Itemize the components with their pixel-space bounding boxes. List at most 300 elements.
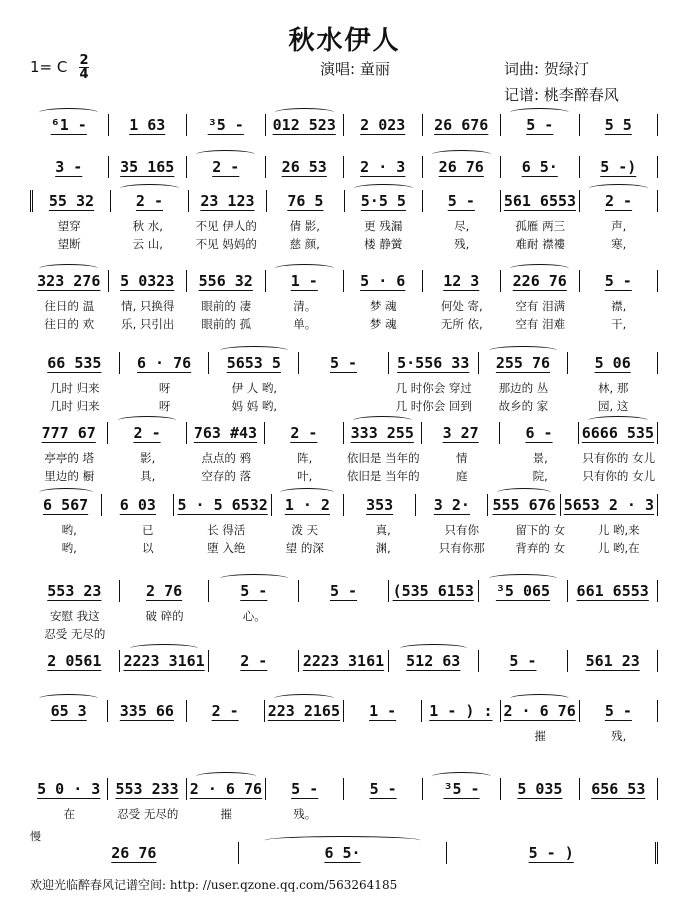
lyric-segment: 眼前的 凄	[201, 299, 252, 313]
lyric-segment: 声,	[611, 219, 627, 233]
slur-mark	[354, 184, 412, 193]
measure-notes: 5 -	[329, 582, 358, 600]
measure	[388, 352, 478, 374]
lyric-segment: 秋 水,	[132, 219, 163, 233]
measure	[415, 494, 487, 516]
measure	[421, 422, 499, 444]
measure-notes: 26 676	[434, 116, 489, 134]
measure	[30, 494, 101, 516]
lyric-segment: 叶,	[297, 469, 313, 483]
measure	[119, 650, 209, 672]
slur-mark	[264, 836, 422, 845]
measure	[388, 580, 478, 602]
measure	[265, 778, 343, 800]
lyric-segment	[299, 380, 389, 396]
measure	[343, 494, 415, 516]
measure	[108, 156, 187, 178]
notation-row	[30, 840, 658, 866]
notation-row	[30, 492, 658, 518]
measure	[186, 778, 265, 800]
measure	[579, 700, 658, 722]
measure-notes: 1 - ) :	[429, 702, 493, 720]
measure-notes: 5·5 5	[360, 192, 406, 210]
measure-notes: 2 -	[135, 192, 163, 210]
measure	[560, 494, 658, 516]
lyric-segment	[580, 806, 659, 822]
lyric-segment: 园, 这	[598, 399, 629, 413]
measure	[108, 270, 187, 292]
lyric-segment: 哟,	[61, 541, 77, 555]
measure-notes: 226 76	[512, 272, 567, 290]
lyric-segment: 空存的 落	[201, 469, 252, 483]
lyric-line	[30, 626, 658, 642]
lyric-segment: 尽,	[454, 219, 470, 233]
notation-row	[30, 112, 658, 138]
measure	[30, 114, 108, 136]
meter-top: 2	[79, 53, 89, 68]
measure	[30, 270, 108, 292]
measure	[579, 156, 659, 178]
measure	[343, 156, 422, 178]
lyric-segment: 依旧是 当年的	[346, 451, 420, 465]
measure	[188, 190, 266, 212]
measure-notes: 661 6553	[576, 582, 649, 600]
composer-credit: 词曲: 贺绿汀	[504, 60, 589, 78]
lyric-segment	[209, 626, 299, 642]
lyric-segment: 哟,	[61, 523, 77, 537]
measure-notes: 5653 2 · 3	[563, 496, 655, 514]
lyric-segment: 难耐 襟褸	[515, 237, 566, 251]
measure	[422, 778, 500, 800]
slur-mark	[275, 108, 334, 117]
slur-mark	[39, 264, 98, 273]
lyric-segment: 残,	[611, 729, 627, 743]
song-title: 秋水伊人	[288, 26, 401, 56]
lyric-segment: 只有你那	[438, 541, 485, 555]
measure	[107, 700, 185, 722]
measure-notes: 763 #43	[193, 424, 258, 442]
lyric-line	[30, 218, 658, 234]
slur-mark	[432, 150, 491, 159]
lyric-line	[30, 608, 658, 624]
lyric-segment: 背弃的 女	[515, 541, 566, 555]
lyric-segment: 呀	[158, 399, 171, 413]
slur-mark	[510, 694, 569, 703]
slur-mark	[39, 108, 98, 117]
measure	[478, 352, 568, 374]
measure-notes: 1 -	[290, 272, 318, 290]
slur-mark	[510, 108, 569, 117]
measure-notes: 5 -	[604, 702, 632, 720]
lyric-segment: 慈 颜,	[289, 237, 320, 251]
measure-notes: 5 035	[517, 780, 563, 798]
measure-notes: 5 5	[604, 116, 632, 134]
measure-notes: 5 -	[329, 354, 358, 372]
lyric-segment: 不见 妈妈的	[195, 237, 257, 251]
measure-notes: 55 32	[48, 192, 95, 210]
measure-notes: 2 · 3	[360, 158, 406, 176]
measure-notes: 2 -	[605, 192, 633, 210]
lyric-segment: 空有 泪难	[515, 317, 566, 331]
lyric-segment: 呀	[158, 381, 171, 395]
lyric-segment	[299, 626, 389, 642]
measure	[186, 422, 264, 444]
lyric-segment: 几 时你会 回到	[395, 399, 472, 413]
measure-notes: 5 -	[604, 272, 632, 290]
notation-row	[30, 420, 658, 446]
measure-notes: 5 0323	[120, 272, 175, 290]
measure	[579, 778, 658, 800]
measure-notes: 656 53	[591, 780, 646, 798]
measure	[500, 778, 578, 800]
slur-mark	[39, 694, 98, 703]
slur-mark	[196, 150, 255, 159]
measure-notes: 5 -	[240, 582, 268, 600]
measure	[579, 190, 658, 212]
measure	[30, 190, 110, 212]
measure-notes: 561 23	[585, 652, 640, 670]
lyric-segment	[479, 626, 569, 642]
slur-mark	[432, 772, 491, 781]
measure	[186, 700, 264, 722]
measure-notes: 23 123	[200, 192, 255, 210]
measure-notes: 2 · 6 76	[503, 702, 576, 720]
measure	[579, 270, 659, 292]
lyric-segment	[501, 806, 580, 822]
lyric-segment: 以	[142, 541, 154, 555]
measure-notes: 6 5·	[324, 844, 361, 862]
lyric-segment: 几 时你会 穿过	[395, 381, 472, 395]
measure	[30, 580, 119, 602]
lyric-line	[30, 728, 658, 744]
measure	[500, 114, 579, 136]
lyric-segment: 阵,	[297, 451, 313, 465]
measure	[173, 494, 270, 516]
notation-row	[30, 350, 658, 376]
lyric-segment: 长 得活	[207, 523, 246, 537]
lyric-line	[30, 468, 658, 484]
lyric-segment	[568, 608, 658, 624]
measure-notes: 333 255	[350, 424, 414, 442]
measure-notes: 2 · 6 76	[189, 780, 263, 798]
lyric-segment: 只有你的 女儿	[582, 451, 656, 465]
measure	[186, 156, 265, 178]
measure-notes: 5 -	[369, 780, 397, 798]
slur-mark	[588, 416, 647, 425]
slur-mark	[280, 488, 334, 497]
measure-notes: 5 · 5 6532	[177, 496, 268, 514]
lyric-segment: 忍受 无尽的	[44, 627, 106, 641]
lyric-segment: 残。	[293, 807, 317, 821]
measure-notes: 512 63	[406, 652, 461, 670]
measure-notes: 5 -	[509, 652, 537, 670]
measure	[422, 114, 501, 136]
lyric-segment: 摧	[220, 807, 232, 821]
lyric-segment	[299, 398, 389, 414]
measure-notes: 553 233	[115, 780, 179, 798]
lyric-segment: 更 残漏	[364, 219, 403, 233]
measure-notes: ³5 065	[495, 582, 551, 600]
measure	[208, 352, 298, 374]
notation-row	[30, 154, 658, 180]
slur-mark	[120, 184, 178, 193]
measure	[30, 778, 107, 800]
measure-notes: 6 03	[119, 496, 156, 514]
measure	[298, 352, 388, 374]
measure	[388, 650, 478, 672]
measure	[108, 114, 187, 136]
measure	[422, 156, 501, 178]
lyric-segment: 寒,	[611, 237, 627, 251]
lyric-segment: 泼 天	[291, 523, 319, 537]
slur-mark	[274, 694, 333, 703]
measure	[30, 842, 238, 864]
measure-notes: 26 76	[111, 844, 157, 862]
measure-notes: 556 32	[198, 272, 253, 290]
lyric-segment: 堕 入绝	[207, 541, 246, 555]
measure-notes: 5 -	[526, 116, 554, 134]
lyric-segment	[423, 806, 502, 822]
lyric-segment	[120, 626, 210, 642]
lyric-segment	[109, 728, 188, 744]
measure	[478, 580, 568, 602]
measure	[567, 650, 658, 672]
lyric-line	[30, 298, 658, 314]
measure	[264, 700, 343, 722]
lyric-segment: 梦 魂	[369, 317, 397, 331]
lyric-segment	[344, 728, 423, 744]
lyric-segment: 点点的 鸦	[201, 451, 252, 465]
slur-mark	[118, 416, 177, 425]
measure	[107, 778, 185, 800]
measure-notes: 2223 3161	[302, 652, 385, 670]
lyric-segment: 影,	[140, 451, 156, 465]
measure	[107, 422, 185, 444]
lyric-segment: 倩 影,	[289, 219, 320, 233]
measure	[500, 190, 579, 212]
measure-notes: 1 · 2	[284, 496, 330, 514]
meter-bottom: 4	[79, 67, 89, 82]
notation-row	[30, 188, 658, 214]
measure	[343, 700, 421, 722]
lyric-segment	[568, 626, 658, 642]
measure	[265, 156, 344, 178]
measure-notes: 5 -)	[600, 158, 637, 176]
measure	[30, 422, 107, 444]
lyric-segment	[30, 728, 109, 744]
lyric-segment: 具,	[140, 469, 156, 483]
measure-notes: 6666 535	[581, 424, 654, 442]
measure-notes: 5653 5	[226, 354, 281, 372]
slur-mark	[489, 346, 556, 355]
lyric-segment	[389, 608, 479, 624]
lyric-segment: 残,	[454, 237, 470, 251]
measure	[298, 580, 388, 602]
lyric-segment: 心。	[242, 609, 266, 623]
tempo-mark: 慢	[30, 830, 41, 843]
lyric-segment: 情, 只换得	[121, 299, 175, 313]
measure-notes: 5 -	[291, 780, 319, 798]
measure-notes: 5 0 · 3	[37, 780, 101, 798]
lyric-line	[30, 450, 658, 466]
lyric-segment: 梦 魂	[369, 299, 397, 313]
lyric-segment: 清。	[293, 299, 317, 313]
lyric-segment	[479, 608, 569, 624]
measure	[487, 494, 559, 516]
measure	[30, 650, 119, 672]
measure	[101, 494, 173, 516]
lyric-segment: 在	[63, 807, 75, 821]
slur-mark	[39, 488, 93, 497]
measure	[271, 494, 343, 516]
measure	[186, 270, 265, 292]
lyric-line	[30, 806, 658, 822]
lyric-segment: 单。	[293, 317, 317, 331]
measure-notes: 2 -	[133, 424, 161, 442]
slur-mark	[275, 264, 334, 273]
measure-notes: 2 76	[146, 582, 183, 600]
measure-notes: 5 · 6	[360, 272, 406, 290]
measure	[499, 422, 577, 444]
lyric-segment: 乐, 只引出	[121, 317, 175, 331]
lyric-line	[30, 522, 658, 538]
measure	[567, 580, 658, 602]
measure-notes: 5 06	[594, 354, 631, 372]
lyric-segment: 亭亭的 塔	[44, 451, 95, 465]
lyric-segment	[389, 626, 479, 642]
measure	[344, 190, 422, 212]
measure-notes: 777 67	[41, 424, 96, 442]
slur-mark	[220, 574, 287, 583]
lyric-segment: 庭	[456, 469, 468, 483]
measure	[264, 422, 342, 444]
measure-notes: 353	[366, 496, 394, 514]
lyric-segment: 故乡的 家	[498, 399, 549, 413]
lyric-segment: 云 山,	[132, 237, 163, 251]
measure	[265, 114, 344, 136]
lyric-line	[30, 316, 658, 332]
measure-notes: 2 -	[240, 652, 268, 670]
lyric-segment: 何处 寄,	[440, 299, 483, 313]
measure-notes: 1 63	[129, 116, 166, 134]
lyric-segment: 妈 妈 哟,	[231, 399, 278, 413]
measure-notes: 2 -	[211, 702, 239, 720]
slur-mark	[589, 184, 647, 193]
measure	[208, 580, 298, 602]
lyric-segment: 不见 伊人的	[195, 219, 257, 233]
measure	[343, 114, 422, 136]
lyric-segment: 景,	[532, 451, 548, 465]
measure-notes: ⁶1 -	[50, 116, 87, 134]
lyric-segment: 空有 泪满	[515, 299, 566, 313]
measure-notes: 012 523	[272, 116, 336, 134]
footer-link: 欢迎光临醉春风记谱空间: http: //user.qzone.qq.com/563264185	[30, 878, 398, 892]
measure-notes: 6 · 76	[136, 354, 192, 372]
measure-notes: 3 2·	[433, 496, 470, 514]
measure	[478, 650, 568, 672]
measure	[119, 580, 209, 602]
lyric-segment: 无所 依,	[440, 317, 483, 331]
measure	[343, 778, 421, 800]
lyric-segment: 林, 那	[598, 381, 629, 395]
measure-notes: 5 - )	[528, 844, 574, 862]
measure	[343, 422, 421, 444]
measure	[30, 156, 108, 178]
lyric-segment: 摧	[534, 729, 546, 743]
lyric-segment: 只有你	[444, 523, 479, 537]
measure-notes: 3 27	[442, 424, 479, 442]
measure-notes: 6 -	[525, 424, 553, 442]
measure	[30, 352, 119, 374]
measure-notes: 76 5	[287, 192, 324, 210]
measure-notes: 12 3	[443, 272, 480, 290]
measure-notes: 323 276	[37, 272, 101, 290]
measure	[422, 190, 500, 212]
measure	[30, 700, 107, 722]
lyric-segment: 只有你的 女儿	[582, 469, 656, 483]
lyric-segment: 情	[456, 451, 468, 465]
lyric-segment: 襟,	[611, 299, 627, 313]
lyric-segment: 真,	[375, 523, 391, 537]
lyric-segment: 几时 归来	[50, 399, 100, 413]
slur-mark	[510, 264, 569, 273]
measure-notes: 255 76	[495, 354, 551, 372]
lyric-segment: 望穿	[57, 219, 81, 233]
measure-notes: 26 76	[438, 158, 484, 176]
measure	[110, 190, 188, 212]
lyric-segment: 那边的 丛	[498, 381, 549, 395]
measure	[186, 114, 265, 136]
lyric-segment	[344, 806, 423, 822]
lyric-segment: 干,	[611, 317, 627, 331]
lyric-segment	[423, 728, 502, 744]
lyric-segment: 已	[142, 523, 154, 537]
measure	[343, 270, 422, 292]
measure-notes: 223 2165	[267, 702, 340, 720]
measure-notes: 66 535	[47, 354, 102, 372]
lyric-segment	[299, 608, 389, 624]
measure	[500, 156, 579, 178]
measure-notes: 26 53	[281, 158, 327, 176]
measure-notes: 555 676	[492, 496, 556, 514]
slur-mark	[489, 574, 556, 583]
time-signature	[79, 55, 89, 80]
measure-notes: 2 -	[290, 424, 318, 442]
slur-mark	[196, 772, 255, 781]
slur-mark	[220, 346, 287, 355]
slur-mark	[497, 488, 551, 497]
lyric-segment	[187, 728, 266, 744]
measure	[500, 270, 579, 292]
measure-notes: 6 5·	[521, 158, 558, 176]
measure	[500, 700, 579, 722]
lyric-segment: 依旧是 当年的	[346, 469, 420, 483]
measure	[266, 190, 344, 212]
slur-mark	[400, 644, 467, 653]
lyric-segment: 楼 静黉	[364, 237, 403, 251]
measure-notes: 5·556 33	[397, 354, 470, 372]
lyric-segment: 安慰 我这	[50, 609, 100, 623]
lyric-line	[30, 236, 658, 252]
measure-notes: (535 6153	[392, 582, 474, 600]
measure	[298, 650, 388, 672]
lyric-line	[30, 398, 658, 414]
notation-row	[30, 648, 658, 674]
measure-notes: 335 66	[119, 702, 174, 720]
lyric-segment: 往日的 欢	[44, 317, 95, 331]
notation-row	[30, 578, 658, 604]
measure	[119, 352, 209, 374]
